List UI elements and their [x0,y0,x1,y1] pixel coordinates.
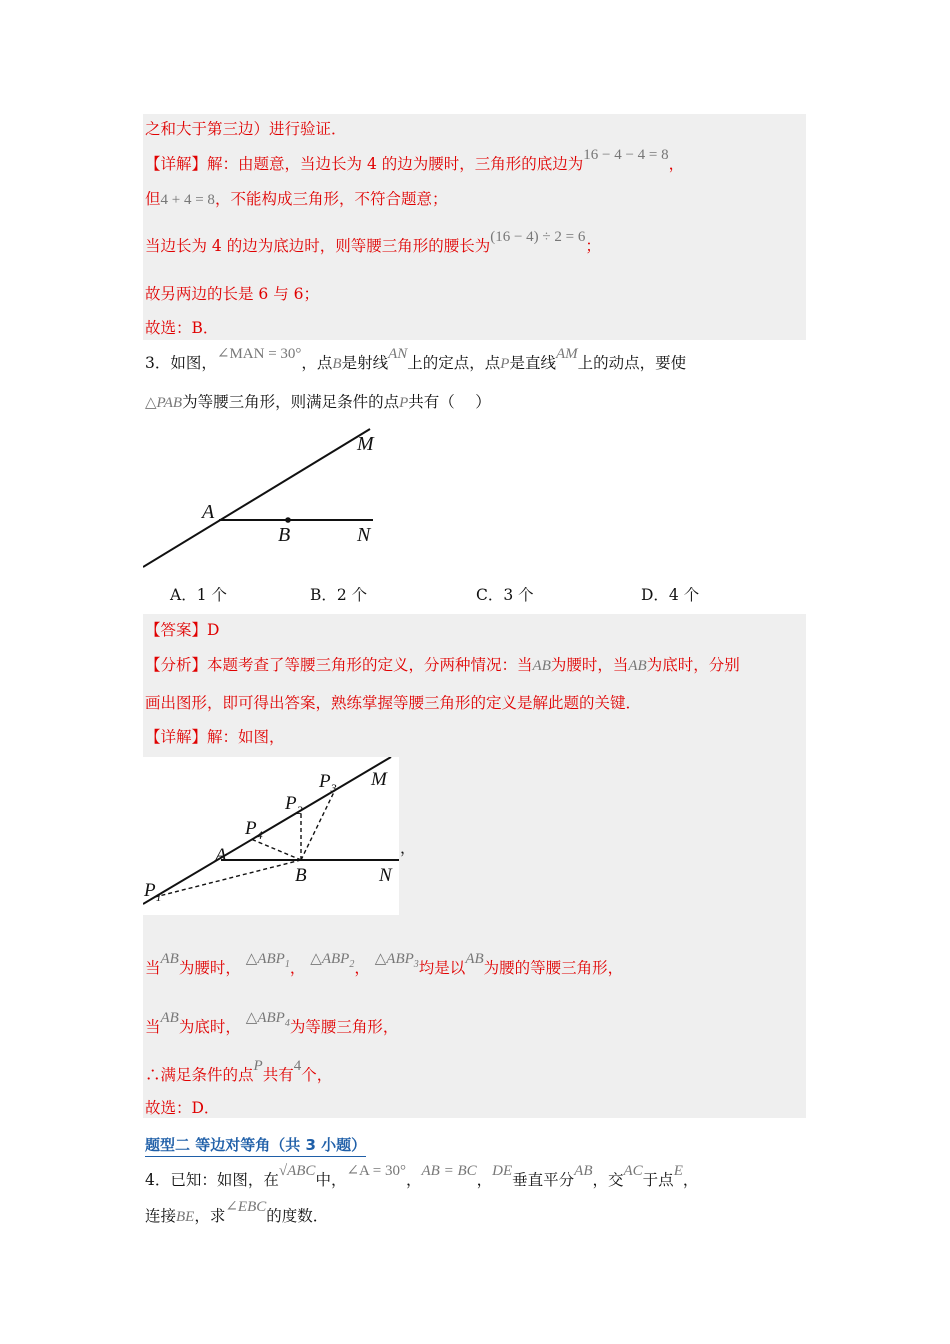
dash-b-p4 [251,839,301,860]
label-p1: $P_1$ [144,880,162,904]
label-p2: $P_2$ [285,793,303,817]
q4-line2: 连接BE，求∠EBC的度数． [145,1199,329,1225]
count-line: ∴满足条件的点P共有4个， [145,1058,333,1084]
solution-block-1 [143,114,806,340]
block1-line1: 之和大于第三边）进行验证． [145,120,347,138]
analysis-line2: 画出图形，即可得出答案，熟练掌握等腰三角形的定义是解此题的关键． [145,694,642,712]
choice-line: 故选：D． [145,1099,220,1117]
block1-line5: 故另两边的长是 6 与 6； [145,285,320,303]
option-c[interactable]: C．3 个 [476,586,534,604]
base-line: 当AB为底时， $\triangle ABP_4$为等腰三角形， [145,1010,399,1036]
label-n: N [357,524,371,546]
figure-solution [143,757,399,915]
label-b: B [295,865,307,886]
label-a: A [202,501,215,523]
label-p3: $P_3$ [319,771,337,795]
label-a: A [215,845,227,866]
label-m: M [357,433,374,455]
section-heading: 题型二 等边对等角（共 3 小题） [145,1134,366,1157]
figure-angle-man [143,420,383,570]
waist-line: 当AB为腰时， $\triangle ABP_1$， $\triangle ABP_2$， $\triangle ABP_3$均是以AB为腰的等腰三角形， [145,951,624,977]
label-b: B [278,524,291,546]
option-d[interactable]: D．4 个 [641,586,700,604]
block1-line4: 当边长为 4 的边为底边时，则等腰三角形的腰长为(16 − 4) ÷ 2 = 6； [145,229,601,255]
option-b[interactable]: B．2 个 [310,586,368,604]
detail-line: 【详解】解：如图， [145,728,285,746]
dash-b-p3 [301,792,334,860]
analysis-line1: 【分析】本题考查了等腰三角形的定义，分两种情况：当AB为腰时，当AB为底时，分别 [145,656,740,674]
answer-line: 【答案】D [145,621,220,639]
ray-am [143,757,391,904]
block1-line2: 【详解】解：由题意，当边长为 4 的边为腰时，三角形的底边为16 − 4 − 4 = 8， [145,147,685,173]
figure-comma: ， [400,839,416,857]
label-p4: $P_4$ [245,818,263,842]
q3-line2: △PAB为等腰三角形，则满足条件的点P共有（ ） [145,393,491,411]
option-a[interactable]: A．1 个 [170,586,227,604]
label-m: M [371,769,387,790]
point-b [285,517,291,523]
dash-b-p1 [155,860,301,897]
q4-line1: 4．已知：如图，在√ABC中，∠A = 30°，AB = BC，DE垂直平分AB，交AC于点E， [145,1163,699,1189]
ray-am [143,429,370,567]
block1-line6: 故选：B． [145,319,219,337]
block1-line3: 但4 + 4 = 8，不能构成三角形，不符合题意； [145,190,448,208]
q3-line1: 3．如图，∠MAN = 30°，点B是射线AN上的定点，点P是直线AM上的动点，要使 [145,346,687,372]
label-n: N [379,865,392,886]
